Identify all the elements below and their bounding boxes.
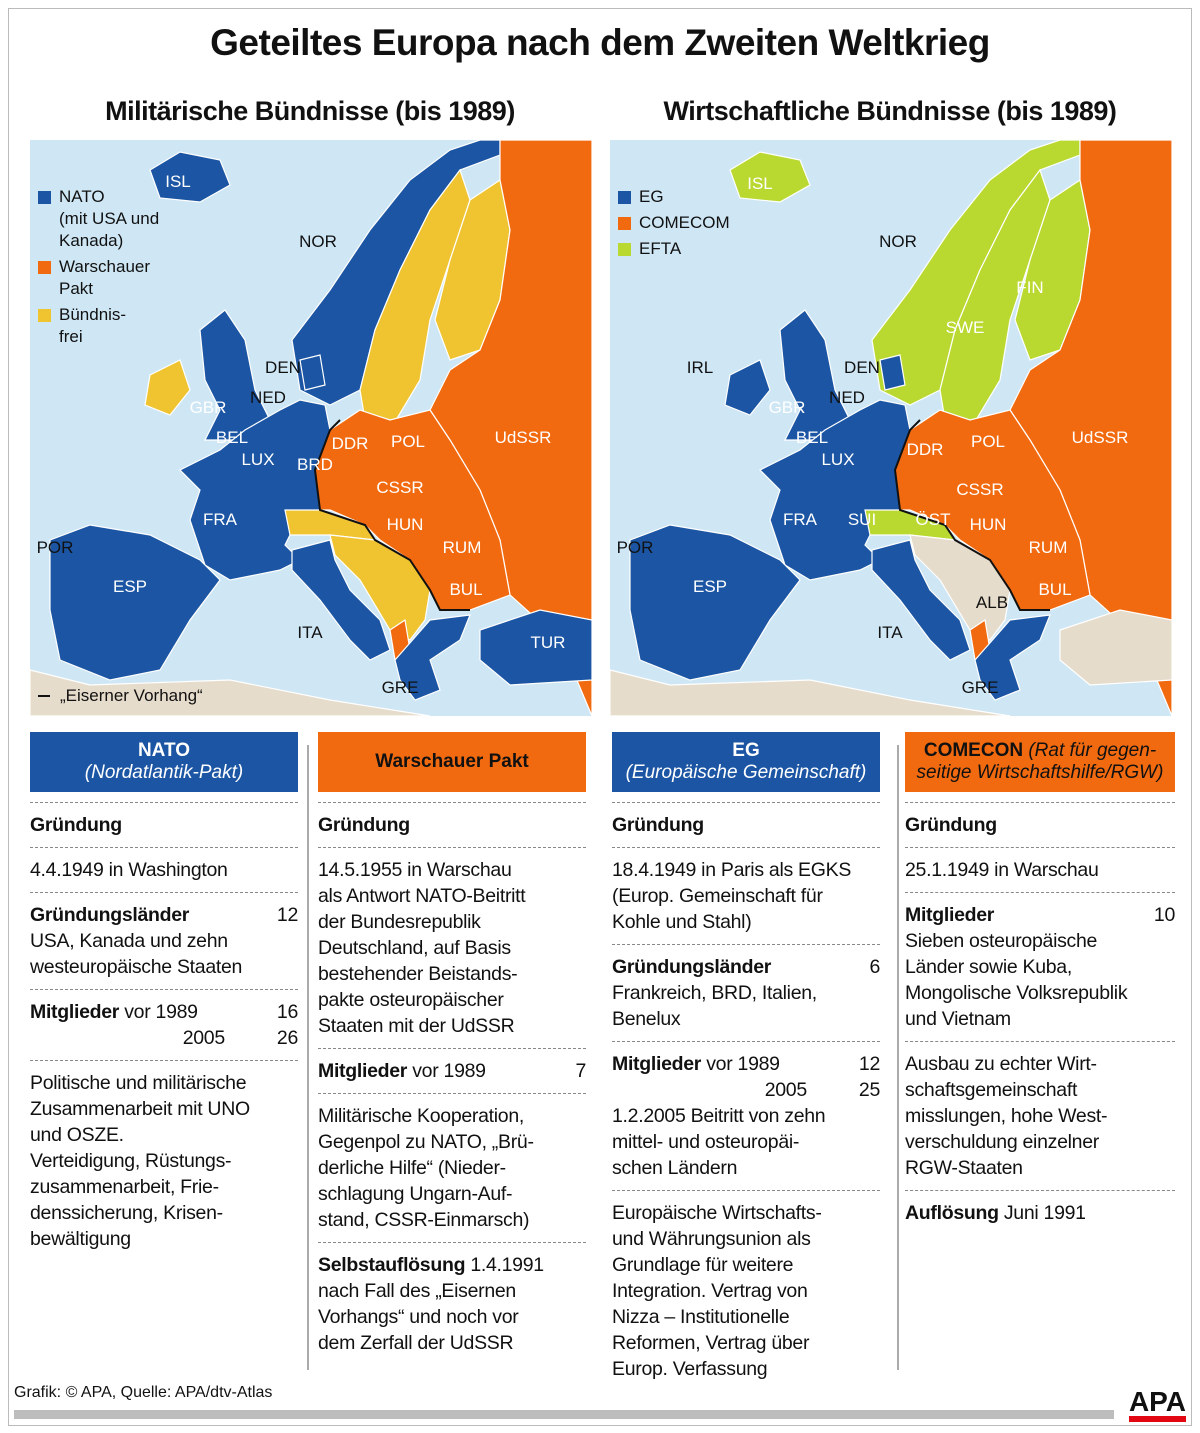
section-heading — [30, 812, 298, 838]
row-value: 7 — [575, 1060, 586, 1082]
country-label: LUX — [821, 450, 855, 469]
text-line: Europ. Verfassung — [612, 1358, 768, 1380]
country-label: GRE — [961, 678, 999, 697]
country-label: NOR — [879, 232, 917, 251]
spacer — [905, 792, 1175, 802]
row-suffix: vor 1989 — [412, 1060, 486, 1082]
section-heading — [318, 812, 586, 838]
country-label: NOR — [299, 232, 337, 251]
text-line: Sieben osteuropäische — [905, 930, 1098, 952]
footer-bar — [14, 1410, 1114, 1419]
text-line: und OSZE. — [30, 1124, 124, 1146]
info-section — [612, 1041, 880, 1190]
heading-left — [318, 1252, 544, 1278]
region-gb — [780, 310, 850, 440]
legend-item — [618, 238, 730, 260]
text-line: (Europ. Gemeinschaft für — [612, 885, 823, 907]
header-subtitle: seitige Wirtschaftshilfe/RGW) — [916, 762, 1164, 783]
legend-line: COMECOM — [639, 213, 730, 232]
section-value: 10 — [1153, 904, 1175, 926]
section-heading — [612, 954, 880, 980]
region-ireland — [145, 360, 190, 415]
text-line: 25.1.1949 in Warschau — [905, 859, 1099, 881]
country-label: ESP — [112, 577, 148, 596]
country-label: ESP — [692, 577, 728, 596]
country-label: FRA — [783, 510, 817, 529]
legend-item — [38, 256, 159, 300]
divider — [897, 745, 899, 1370]
header-subtitle: (Rat für gegen- — [1028, 740, 1157, 761]
section-heading — [905, 1200, 1175, 1226]
text-line: bewältigung — [30, 1228, 131, 1250]
section-label: Gründungsländer — [612, 956, 772, 978]
row-suffix: 2005 — [182, 1027, 225, 1049]
legend-label — [59, 256, 150, 300]
line-swatch — [38, 695, 50, 697]
text-line: Benelux — [612, 1008, 681, 1030]
legend-swatch — [38, 261, 51, 274]
spacer — [612, 792, 880, 802]
country-label: BEL — [795, 428, 829, 447]
country-label: UdSSR — [1071, 428, 1129, 447]
info-section — [612, 802, 880, 847]
spacer — [30, 792, 298, 802]
section-label: Mitglieder — [30, 1001, 120, 1023]
country-label: IRL — [686, 358, 714, 377]
text-line: Kohle und Stahl) — [612, 911, 752, 933]
eg-column — [612, 732, 880, 1391]
legend-label — [59, 304, 126, 348]
info-section — [905, 802, 1175, 847]
legend-item — [38, 304, 159, 348]
military-alliances-map — [30, 140, 592, 716]
section-label: Mitglieder — [905, 904, 995, 926]
text-line: schen Ländern — [612, 1157, 738, 1179]
legend-line: (mit USA und — [59, 209, 160, 228]
country-label: HUN — [969, 515, 1007, 534]
info-section — [30, 989, 298, 1060]
country-label: HUN — [386, 515, 424, 534]
legend-item — [38, 186, 159, 252]
country-label: CSSR — [376, 478, 424, 497]
source-credit: Grafik: © APA, Quelle: APA/dtv-Atlas — [14, 1384, 273, 1401]
text-line: und Währungsunion als — [612, 1228, 811, 1250]
text-line: Deutschland, auf Basis — [318, 937, 511, 959]
country-label: POL — [970, 432, 1006, 451]
country-label: SUI — [847, 510, 877, 529]
country-label: POL — [390, 432, 426, 451]
info-section — [318, 1048, 586, 1093]
heading-left — [30, 902, 189, 928]
row-suffix: vor 1989 — [124, 1001, 198, 1023]
heading-left — [905, 902, 994, 928]
text-line: mittel- und osteuropäi- — [612, 1131, 800, 1153]
info-section — [612, 847, 880, 944]
region-iberia — [630, 525, 800, 680]
legend-swatch — [618, 243, 631, 256]
legend-label — [639, 186, 664, 208]
text-line: Staaten mit der UdSSR — [318, 1015, 515, 1037]
section-label: Gründung — [905, 814, 997, 836]
region-denmark — [300, 355, 325, 390]
header-title: EG — [732, 740, 760, 761]
info-section — [30, 847, 298, 892]
text-line: Länder sowie Kuba, — [905, 956, 1072, 978]
section-label: Gründungsländer — [30, 904, 190, 926]
text-line: schlagung Ungarn-Auf- — [318, 1183, 513, 1205]
map-legend — [38, 186, 159, 352]
section-label: Mitglieder — [612, 1053, 702, 1075]
text-line: Integration. Vertrag von — [612, 1280, 808, 1302]
section-heading — [612, 812, 880, 838]
text-line: Vorhangs“ und noch vor — [318, 1306, 519, 1328]
country-label: UdSSR — [494, 428, 552, 447]
apa-logo: APA — [1129, 1388, 1186, 1422]
row-suffix: 2005 — [764, 1079, 807, 1101]
text-line: verschuldung einzelner — [905, 1131, 1099, 1153]
info-section — [30, 892, 298, 989]
text-line: 4.4.1949 in Washington — [30, 859, 228, 881]
country-label: ALB — [975, 593, 1009, 612]
section-inline-value: 1.4.1991 — [470, 1254, 544, 1276]
text-line: Frankreich, BRD, Italien, — [612, 982, 817, 1004]
legend-label — [639, 238, 681, 260]
text-line: bestehender Beistands- — [318, 963, 518, 985]
warsaw-pact-column — [318, 732, 586, 1365]
legend-label — [59, 186, 159, 252]
header-subtitle: (Nordatlantik-Pakt) — [84, 762, 244, 783]
page-title: Geteiltes Europa nach dem Zweiten Weltkrieg — [210, 22, 990, 63]
legend-label: „Eiserner Vorhang“ — [60, 686, 203, 705]
divider — [307, 745, 309, 1370]
info-section — [612, 944, 880, 1041]
text-line: der Bundesrepublik — [318, 911, 481, 933]
column-header — [318, 732, 586, 792]
country-label: DDR — [331, 434, 369, 453]
economic-alliances-map — [610, 140, 1172, 716]
text-line: zusammenarbeit, Frie- — [30, 1176, 219, 1198]
member-row — [612, 1077, 880, 1103]
info-section — [905, 1041, 1175, 1190]
text-line: misslungen, hohe West- — [905, 1105, 1108, 1127]
country-label: CSSR — [956, 480, 1004, 499]
header-title-line — [732, 740, 759, 762]
legend-line: Pakt — [59, 279, 94, 298]
row-value: 12 — [858, 1053, 880, 1075]
text-line: Zusammenarbeit mit UNO — [30, 1098, 250, 1120]
country-label: POR — [616, 538, 654, 557]
row-value: 25 — [858, 1079, 880, 1101]
legend-swatch — [618, 217, 631, 230]
legend-line: frei — [59, 327, 83, 346]
info-section — [318, 847, 586, 1048]
legend-line: Kanada) — [59, 231, 124, 250]
country-label: ITA — [297, 623, 323, 642]
info-section — [30, 1060, 298, 1261]
header-title: COMECON — [923, 740, 1024, 761]
row-value: 26 — [276, 1027, 298, 1049]
section-value: 12 — [276, 904, 298, 926]
economic-map-subtitle: Wirtschaftliche Bündnisse (bis 1989) — [663, 96, 1117, 126]
region-turkey — [1060, 610, 1172, 685]
header-title-line — [138, 740, 190, 762]
country-label: TUR — [530, 633, 566, 652]
legend-swatch — [618, 191, 631, 204]
country-label: GBR — [768, 398, 806, 417]
text-line: Nizza – Institutionelle — [612, 1306, 790, 1328]
section-heading — [318, 1252, 586, 1278]
country-label: SWE — [945, 318, 985, 337]
region-iberia — [50, 525, 220, 680]
info-section — [905, 892, 1175, 1041]
header-title-line — [924, 740, 1156, 762]
text-line: Verteidigung, Rüstungs- — [30, 1150, 232, 1172]
section-inline-value: Juni 1991 — [1003, 1202, 1086, 1224]
heading-left — [30, 812, 122, 838]
section-heading — [612, 1051, 880, 1077]
country-label: ISL — [747, 174, 773, 193]
nato-column — [30, 732, 298, 1261]
country-label: NED — [250, 388, 286, 407]
country-label: NED — [829, 388, 865, 407]
legend-swatch — [38, 191, 51, 204]
text-line: 14.5.1955 in Warschau — [318, 859, 512, 881]
comecon-column — [905, 732, 1175, 1235]
heading-left — [612, 812, 704, 838]
heading-left — [318, 1058, 486, 1084]
column-header — [30, 732, 298, 792]
country-label: BRD — [297, 455, 333, 474]
country-label: DEN — [265, 358, 301, 377]
header-title-line — [375, 751, 528, 773]
section-heading — [30, 999, 298, 1025]
country-label: LUX — [241, 450, 275, 469]
heading-left — [612, 954, 771, 980]
header-title: NATO — [137, 740, 191, 761]
region-denmark — [880, 355, 905, 390]
heading-left — [30, 999, 198, 1025]
text-line: denssicherung, Krisen- — [30, 1202, 223, 1224]
legend-label — [639, 212, 730, 234]
country-label: GRE — [381, 678, 419, 697]
region-gb — [200, 310, 270, 440]
text-line: pakte osteuropäischer — [318, 989, 504, 1011]
info-section — [612, 1190, 880, 1391]
country-label: DEN — [844, 358, 880, 377]
section-value: 6 — [869, 956, 880, 978]
info-section — [318, 1242, 586, 1365]
legend-line: Warschauer — [59, 257, 151, 276]
text-line: stand, CSSR-Einmarsch) — [318, 1209, 530, 1231]
section-label: Selbstauflösung — [318, 1254, 466, 1276]
text-line: Ausbau zu echter Wirt- — [905, 1053, 1097, 1075]
legend-line: EG — [639, 187, 664, 206]
heading-left — [318, 812, 410, 838]
country-label: FIN — [1016, 278, 1044, 297]
info-section — [318, 802, 586, 847]
text-line: 18.4.1949 in Paris als EGKS — [612, 859, 852, 881]
map-legend — [618, 186, 730, 264]
country-label: ISL — [165, 172, 191, 191]
section-heading — [905, 902, 1175, 928]
country-label: BUL — [449, 580, 483, 599]
country-label: RUM — [1028, 538, 1068, 557]
header-title: Warschauer Pakt — [375, 751, 529, 772]
legend-line: EFTA — [639, 239, 682, 258]
country-label: DDR — [906, 440, 944, 459]
info-section — [905, 1190, 1175, 1235]
text-line: Militärische Kooperation, — [318, 1105, 525, 1127]
text-line: RGW-Staaten — [905, 1157, 1023, 1179]
text-line: Mongolische Volksrepublik — [905, 982, 1128, 1004]
text-line: Europäische Wirtschafts- — [612, 1202, 822, 1224]
legend-item — [618, 186, 730, 208]
info-section — [318, 1093, 586, 1242]
text-line: nach Fall des „Eisernen — [318, 1280, 516, 1302]
column-header — [905, 732, 1175, 792]
country-label: POR — [36, 538, 74, 557]
country-label: BUL — [1038, 580, 1072, 599]
section-label: Gründung — [318, 814, 410, 836]
country-label: BEL — [215, 428, 249, 447]
country-label: ÖST — [915, 510, 951, 529]
section-label: Gründung — [612, 814, 704, 836]
text-line: und Vietnam — [905, 1008, 1011, 1030]
region-africa — [610, 670, 1010, 716]
row-suffix: vor 1989 — [706, 1053, 780, 1075]
text-line: USA, Kanada und zehn — [30, 930, 228, 952]
text-line: 1.2.2005 Beitritt von zehn — [612, 1105, 826, 1127]
spacer — [318, 792, 586, 802]
legend-line: NATO — [59, 187, 105, 206]
column-header — [612, 732, 880, 792]
country-label: ITA — [877, 623, 903, 642]
legend-line: Bündnis- — [59, 305, 127, 324]
section-heading — [30, 902, 298, 928]
section-heading — [905, 812, 1175, 838]
text-line: Reformen, Vertrag über — [612, 1332, 810, 1354]
member-row — [30, 1025, 298, 1051]
info-section — [905, 847, 1175, 892]
heading-left — [612, 1051, 780, 1077]
military-map-subtitle: Militärische Bündnisse (bis 1989) — [105, 96, 515, 126]
row-value: 16 — [276, 1001, 298, 1023]
section-heading — [318, 1058, 586, 1084]
section-label: Auflösung — [905, 1202, 999, 1224]
text-line: schaftsgemeinschaft — [905, 1079, 1078, 1101]
country-label: RUM — [442, 538, 482, 557]
text-line: derliche Hilfe“ (Nieder- — [318, 1157, 506, 1179]
section-label: Mitglieder — [318, 1060, 408, 1082]
text-line: als Antwort NATO-Beitritt — [318, 885, 526, 907]
country-label: FRA — [203, 510, 237, 529]
heading-left — [905, 1200, 1086, 1226]
section-label: Gründung — [30, 814, 122, 836]
info-section — [30, 802, 298, 847]
text-line: westeuropäische Staaten — [30, 956, 243, 978]
text-line: Politische und militärische — [30, 1072, 247, 1094]
text-line: Grundlage für weitere — [612, 1254, 794, 1276]
legend-item — [618, 212, 730, 234]
heading-left — [905, 812, 997, 838]
country-label: GBR — [189, 398, 227, 417]
legend-swatch — [38, 309, 51, 322]
region-ireland — [725, 360, 770, 415]
header-subtitle: (Europäische Gemeinschaft) — [625, 762, 867, 783]
iron-curtain-legend — [38, 686, 203, 706]
text-line: Gegenpol zu NATO, „Brü- — [318, 1131, 534, 1153]
text-line: dem Zerfall der UdSSR — [318, 1332, 514, 1354]
